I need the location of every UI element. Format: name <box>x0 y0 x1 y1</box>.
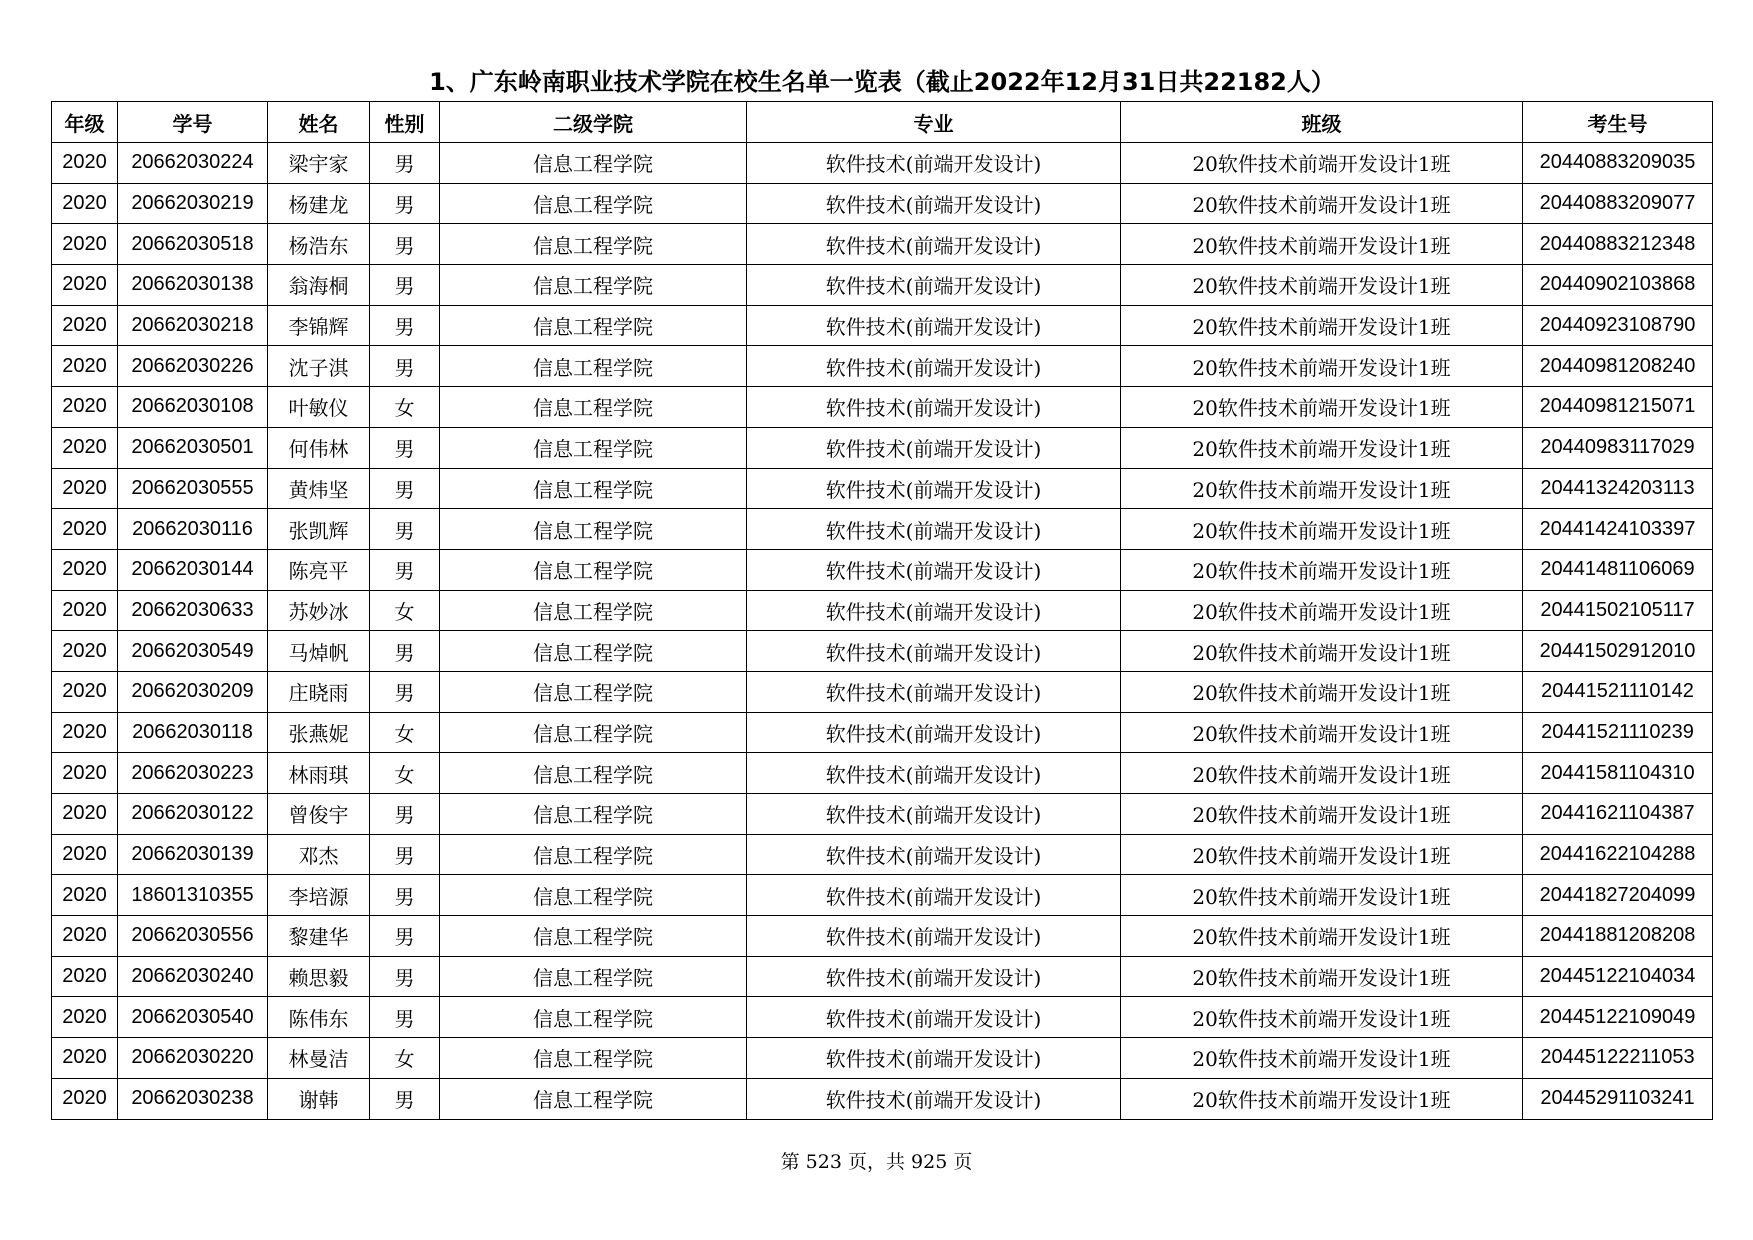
table-row <box>52 834 1713 875</box>
gender-cell: 男 <box>370 916 440 957</box>
name-cell: 赖思毅 <box>268 956 370 997</box>
table-row <box>52 753 1713 794</box>
college-cell: 信息工程学院 <box>440 509 747 550</box>
exam-id-cell: 20441622104288 <box>1523 834 1713 875</box>
student-id-cell: 20662030518 <box>118 224 268 265</box>
college-cell: 信息工程学院 <box>440 712 747 753</box>
grade-cell: 2020 <box>52 631 118 672</box>
class-cell: 20软件技术前端开发设计1班 <box>1121 956 1523 997</box>
exam-id-cell: 20441502912010 <box>1523 631 1713 672</box>
major-cell: 软件技术(前端开发设计) <box>747 671 1121 712</box>
exam-id-cell: 20441481106069 <box>1523 549 1713 590</box>
table-row <box>52 875 1713 916</box>
student-id-cell: 20662030238 <box>118 1078 268 1119</box>
college-cell: 信息工程学院 <box>440 997 747 1038</box>
name-cell: 曾俊宇 <box>268 794 370 835</box>
major-cell: 软件技术(前端开发设计) <box>747 224 1121 265</box>
name-cell: 林曼洁 <box>268 1038 370 1079</box>
class-cell: 20软件技术前端开发设计1班 <box>1121 468 1523 509</box>
class-cell: 20软件技术前端开发设计1班 <box>1121 346 1523 387</box>
college-cell: 信息工程学院 <box>440 753 747 794</box>
college-cell: 信息工程学院 <box>440 346 747 387</box>
gender-cell: 男 <box>370 875 440 916</box>
student-id-cell: 20662030138 <box>118 265 268 306</box>
class-cell: 20软件技术前端开发设计1班 <box>1121 549 1523 590</box>
gender-cell: 女 <box>370 712 440 753</box>
major-cell: 软件技术(前端开发设计) <box>747 468 1121 509</box>
gender-cell: 男 <box>370 305 440 346</box>
class-cell: 20软件技术前端开发设计1班 <box>1121 143 1523 184</box>
grade-cell: 2020 <box>52 590 118 631</box>
student-id-cell: 20662030144 <box>118 549 268 590</box>
grade-cell: 2020 <box>52 224 118 265</box>
major-cell: 软件技术(前端开发设计) <box>747 997 1121 1038</box>
name-cell: 黎建华 <box>268 916 370 957</box>
college-cell: 信息工程学院 <box>440 1078 747 1119</box>
student-id-cell: 20662030633 <box>118 590 268 631</box>
name-cell: 林雨琪 <box>268 753 370 794</box>
name-cell: 沈子淇 <box>268 346 370 387</box>
table-row <box>52 794 1713 835</box>
name-cell: 陈伟东 <box>268 997 370 1038</box>
table-row <box>52 997 1713 1038</box>
name-cell: 马焯帆 <box>268 631 370 672</box>
class-cell: 20软件技术前端开发设计1班 <box>1121 305 1523 346</box>
exam-id-cell: 20441324203113 <box>1523 468 1713 509</box>
grade-cell: 2020 <box>52 346 118 387</box>
gender-cell: 女 <box>370 753 440 794</box>
class-cell: 20软件技术前端开发设计1班 <box>1121 1038 1523 1079</box>
table-row <box>52 387 1713 428</box>
gender-cell: 男 <box>370 956 440 997</box>
major-cell: 软件技术(前端开发设计) <box>747 794 1121 835</box>
major-cell: 软件技术(前端开发设计) <box>747 305 1121 346</box>
major-cell: 软件技术(前端开发设计) <box>747 265 1121 306</box>
major-cell: 软件技术(前端开发设计) <box>747 427 1121 468</box>
student-id-cell: 20662030549 <box>118 631 268 672</box>
gender-cell: 男 <box>370 224 440 265</box>
table-row <box>52 549 1713 590</box>
grade-cell: 2020 <box>52 549 118 590</box>
grade-cell: 2020 <box>52 997 118 1038</box>
class-cell: 20软件技术前端开发设计1班 <box>1121 590 1523 631</box>
major-cell: 软件技术(前端开发设计) <box>747 590 1121 631</box>
exam-id-cell: 20441502105117 <box>1523 590 1713 631</box>
table-row <box>52 671 1713 712</box>
table-row <box>52 468 1713 509</box>
exam-id-cell: 20445122104034 <box>1523 956 1713 997</box>
gender-cell: 女 <box>370 1038 440 1079</box>
name-cell: 翁海桐 <box>268 265 370 306</box>
student-id-cell: 20662030556 <box>118 916 268 957</box>
exam-id-cell: 20445291103241 <box>1523 1078 1713 1119</box>
grade-cell: 2020 <box>52 875 118 916</box>
college-cell: 信息工程学院 <box>440 427 747 468</box>
student-id-cell: 20662030218 <box>118 305 268 346</box>
table-row <box>52 346 1713 387</box>
table-row <box>52 590 1713 631</box>
college-cell: 信息工程学院 <box>440 387 747 428</box>
college-cell: 信息工程学院 <box>440 549 747 590</box>
name-cell: 黄炜坚 <box>268 468 370 509</box>
major-cell: 软件技术(前端开发设计) <box>747 956 1121 997</box>
major-cell: 软件技术(前端开发设计) <box>747 387 1121 428</box>
class-cell: 20软件技术前端开发设计1班 <box>1121 427 1523 468</box>
table-row <box>52 1078 1713 1119</box>
class-cell: 20软件技术前端开发设计1班 <box>1121 875 1523 916</box>
grade-cell: 2020 <box>52 143 118 184</box>
gender-cell: 男 <box>370 143 440 184</box>
exam-id-cell: 20441621104387 <box>1523 794 1713 835</box>
name-cell: 谢韩 <box>268 1078 370 1119</box>
major-cell: 软件技术(前端开发设计) <box>747 834 1121 875</box>
major-cell: 软件技术(前端开发设计) <box>747 753 1121 794</box>
class-cell: 20软件技术前端开发设计1班 <box>1121 387 1523 428</box>
class-cell: 20软件技术前端开发设计1班 <box>1121 183 1523 224</box>
college-cell: 信息工程学院 <box>440 265 747 306</box>
grade-cell: 2020 <box>52 387 118 428</box>
table-row <box>52 224 1713 265</box>
gender-cell: 男 <box>370 1078 440 1119</box>
class-cell: 20软件技术前端开发设计1班 <box>1121 916 1523 957</box>
class-cell: 20软件技术前端开发设计1班 <box>1121 753 1523 794</box>
class-cell: 20软件技术前端开发设计1班 <box>1121 997 1523 1038</box>
column-header-grade: 年级 <box>52 102 118 143</box>
major-cell: 软件技术(前端开发设计) <box>747 1038 1121 1079</box>
student-roster-table <box>51 101 1713 1120</box>
student-id-cell: 20662030224 <box>118 143 268 184</box>
exam-id-cell: 20440902103868 <box>1523 265 1713 306</box>
grade-cell: 2020 <box>52 1038 118 1079</box>
college-cell: 信息工程学院 <box>440 590 747 631</box>
college-cell: 信息工程学院 <box>440 183 747 224</box>
student-id-cell: 20662030220 <box>118 1038 268 1079</box>
student-id-cell: 20662030108 <box>118 387 268 428</box>
major-cell: 软件技术(前端开发设计) <box>747 509 1121 550</box>
page-number-footer: 第 523 页，共 925 页 <box>780 1151 973 1173</box>
major-cell: 软件技术(前端开发设计) <box>747 183 1121 224</box>
column-header-college: 二级学院 <box>440 102 747 143</box>
college-cell: 信息工程学院 <box>440 224 747 265</box>
gender-cell: 男 <box>370 549 440 590</box>
major-cell: 软件技术(前端开发设计) <box>747 143 1121 184</box>
gender-cell: 男 <box>370 509 440 550</box>
gender-cell: 女 <box>370 387 440 428</box>
name-cell: 陈亮平 <box>268 549 370 590</box>
college-cell: 信息工程学院 <box>440 305 747 346</box>
name-cell: 何伟林 <box>268 427 370 468</box>
table-row <box>52 956 1713 997</box>
column-header-gender: 性别 <box>370 102 440 143</box>
table-row <box>52 427 1713 468</box>
gender-cell: 男 <box>370 183 440 224</box>
gender-cell: 男 <box>370 834 440 875</box>
name-cell: 叶敏仪 <box>268 387 370 428</box>
major-cell: 软件技术(前端开发设计) <box>747 1078 1121 1119</box>
name-cell: 李锦辉 <box>268 305 370 346</box>
class-cell: 20软件技术前端开发设计1班 <box>1121 671 1523 712</box>
college-cell: 信息工程学院 <box>440 1038 747 1079</box>
exam-id-cell: 20441581104310 <box>1523 753 1713 794</box>
major-cell: 软件技术(前端开发设计) <box>747 916 1121 957</box>
name-cell: 张凯辉 <box>268 509 370 550</box>
exam-id-cell: 20440883209035 <box>1523 143 1713 184</box>
exam-id-cell: 20440981215071 <box>1523 387 1713 428</box>
name-cell: 杨建龙 <box>268 183 370 224</box>
college-cell: 信息工程学院 <box>440 671 747 712</box>
table-header-row <box>52 102 1713 143</box>
gender-cell: 男 <box>370 671 440 712</box>
student-id-cell: 20662030501 <box>118 427 268 468</box>
student-id-cell: 20662030226 <box>118 346 268 387</box>
class-cell: 20软件技术前端开发设计1班 <box>1121 1078 1523 1119</box>
gender-cell: 男 <box>370 794 440 835</box>
exam-id-cell: 20445122109049 <box>1523 997 1713 1038</box>
column-header-student-id: 学号 <box>118 102 268 143</box>
name-cell: 梁宇家 <box>268 143 370 184</box>
major-cell: 软件技术(前端开发设计) <box>747 875 1121 916</box>
student-id-cell: 20662030139 <box>118 834 268 875</box>
student-id-cell: 20662030122 <box>118 794 268 835</box>
college-cell: 信息工程学院 <box>440 631 747 672</box>
exam-id-cell: 20441881208208 <box>1523 916 1713 957</box>
class-cell: 20软件技术前端开发设计1班 <box>1121 834 1523 875</box>
name-cell: 庄晓雨 <box>268 671 370 712</box>
table-row <box>52 183 1713 224</box>
college-cell: 信息工程学院 <box>440 794 747 835</box>
student-id-cell: 20662030219 <box>118 183 268 224</box>
grade-cell: 2020 <box>52 671 118 712</box>
college-cell: 信息工程学院 <box>440 143 747 184</box>
column-header-major: 专业 <box>747 102 1121 143</box>
exam-id-cell: 20440923108790 <box>1523 305 1713 346</box>
student-id-cell: 20662030540 <box>118 997 268 1038</box>
gender-cell: 男 <box>370 265 440 306</box>
major-cell: 软件技术(前端开发设计) <box>747 712 1121 753</box>
exam-id-cell: 20441521110142 <box>1523 671 1713 712</box>
exam-id-cell: 20440883209077 <box>1523 183 1713 224</box>
page-title: 1、广东岭南职业技术学院在校生名单一览表（截止2022年12月31日共22182人） <box>429 68 1335 96</box>
gender-cell: 男 <box>370 468 440 509</box>
table-row <box>52 265 1713 306</box>
exam-id-cell: 20441827204099 <box>1523 875 1713 916</box>
college-cell: 信息工程学院 <box>440 834 747 875</box>
grade-cell: 2020 <box>52 956 118 997</box>
major-cell: 软件技术(前端开发设计) <box>747 549 1121 590</box>
column-header-exam-id: 考生号 <box>1523 102 1713 143</box>
college-cell: 信息工程学院 <box>440 956 747 997</box>
major-cell: 软件技术(前端开发设计) <box>747 346 1121 387</box>
grade-cell: 2020 <box>52 753 118 794</box>
student-id-cell: 20662030240 <box>118 956 268 997</box>
name-cell: 杨浩东 <box>268 224 370 265</box>
college-cell: 信息工程学院 <box>440 916 747 957</box>
grade-cell: 2020 <box>52 1078 118 1119</box>
exam-id-cell: 20440981208240 <box>1523 346 1713 387</box>
student-id-cell: 18601310355 <box>118 875 268 916</box>
student-id-cell: 20662030116 <box>118 509 268 550</box>
grade-cell: 2020 <box>52 794 118 835</box>
grade-cell: 2020 <box>52 265 118 306</box>
gender-cell: 男 <box>370 346 440 387</box>
student-id-cell: 20662030209 <box>118 671 268 712</box>
gender-cell: 男 <box>370 427 440 468</box>
grade-cell: 2020 <box>52 183 118 224</box>
grade-cell: 2020 <box>52 509 118 550</box>
student-id-cell: 20662030555 <box>118 468 268 509</box>
college-cell: 信息工程学院 <box>440 468 747 509</box>
table-row <box>52 143 1713 184</box>
grade-cell: 2020 <box>52 916 118 957</box>
table-row <box>52 305 1713 346</box>
major-cell: 软件技术(前端开发设计) <box>747 631 1121 672</box>
name-cell: 苏妙冰 <box>268 590 370 631</box>
table-row <box>52 916 1713 957</box>
class-cell: 20软件技术前端开发设计1班 <box>1121 631 1523 672</box>
gender-cell: 男 <box>370 631 440 672</box>
class-cell: 20软件技术前端开发设计1班 <box>1121 712 1523 753</box>
class-cell: 20软件技术前端开发设计1班 <box>1121 794 1523 835</box>
student-id-cell: 20662030118 <box>118 712 268 753</box>
exam-id-cell: 20440983117029 <box>1523 427 1713 468</box>
class-cell: 20软件技术前端开发设计1班 <box>1121 224 1523 265</box>
student-id-cell: 20662030223 <box>118 753 268 794</box>
grade-cell: 2020 <box>52 427 118 468</box>
exam-id-cell: 20441424103397 <box>1523 509 1713 550</box>
table-row <box>52 1038 1713 1079</box>
table-row <box>52 631 1713 672</box>
gender-cell: 女 <box>370 590 440 631</box>
column-header-name: 姓名 <box>268 102 370 143</box>
college-cell: 信息工程学院 <box>440 875 747 916</box>
grade-cell: 2020 <box>52 712 118 753</box>
name-cell: 邓杰 <box>268 834 370 875</box>
grade-cell: 2020 <box>52 305 118 346</box>
column-header-class: 班级 <box>1121 102 1523 143</box>
grade-cell: 2020 <box>52 468 118 509</box>
class-cell: 20软件技术前端开发设计1班 <box>1121 265 1523 306</box>
class-cell: 20软件技术前端开发设计1班 <box>1121 509 1523 550</box>
exam-id-cell: 20440883212348 <box>1523 224 1713 265</box>
name-cell: 李培源 <box>268 875 370 916</box>
table-row <box>52 712 1713 753</box>
gender-cell: 男 <box>370 997 440 1038</box>
exam-id-cell: 20445122211053 <box>1523 1038 1713 1079</box>
exam-id-cell: 20441521110239 <box>1523 712 1713 753</box>
grade-cell: 2020 <box>52 834 118 875</box>
name-cell: 张燕妮 <box>268 712 370 753</box>
table-row <box>52 509 1713 550</box>
